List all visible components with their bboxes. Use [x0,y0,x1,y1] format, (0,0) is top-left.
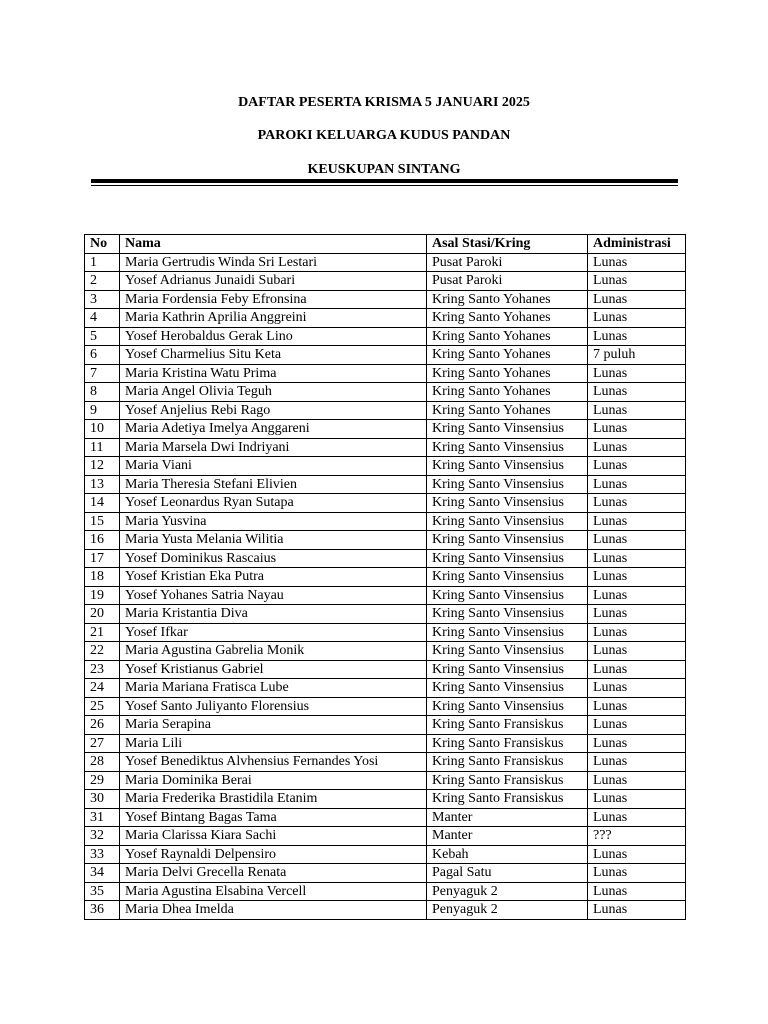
row-number: 31 [85,808,120,827]
participant-name: Yosef Charmelius Situ Keta [120,346,427,365]
participant-table [84,234,686,920]
payment-status: Lunas [588,864,686,883]
table-row [85,401,686,420]
origin-station: Pusat Paroki [427,272,588,291]
origin-station: Kring Santo Vinsensius [427,457,588,476]
payment-status: Lunas [588,420,686,439]
row-number: 25 [85,697,120,716]
row-number: 16 [85,531,120,550]
participant-name: Yosef Adrianus Junaidi Subari [120,272,427,291]
row-number: 8 [85,383,120,402]
payment-status: Lunas [588,790,686,809]
participant-name: Maria Adetiya Imelya Anggareni [120,420,427,439]
origin-station: Penyaguk 2 [427,901,588,920]
header-divider-thin [91,185,678,186]
payment-status: Lunas [588,716,686,735]
payment-status: Lunas [588,771,686,790]
table-row [85,734,686,753]
origin-station: Kring Santo Fransiskus [427,790,588,809]
origin-station: Kring Santo Vinsensius [427,679,588,698]
row-number: 22 [85,642,120,661]
participant-name: Yosef Benediktus Alvhensius Fernandes Yosi [120,753,427,772]
payment-status: Lunas [588,549,686,568]
table-row [85,364,686,383]
origin-station: Kring Santo Yohanes [427,383,588,402]
payment-status: Lunas [588,605,686,624]
participant-name: Yosef Leonardus Ryan Sutapa [120,494,427,513]
row-number: 34 [85,864,120,883]
row-number: 29 [85,771,120,790]
row-number: 2 [85,272,120,291]
origin-station: Kring Santo Vinsensius [427,568,588,587]
origin-station: Kring Santo Vinsensius [427,531,588,550]
table-row [85,882,686,901]
origin-station: Manter [427,808,588,827]
origin-station: Kring Santo Yohanes [427,327,588,346]
origin-station: Kring Santo Vinsensius [427,586,588,605]
origin-station: Kring Santo Yohanes [427,290,588,309]
origin-station: Kring Santo Fransiskus [427,753,588,772]
participant-name: Maria Dhea Imelda [120,901,427,920]
origin-station: Kring Santo Vinsensius [427,512,588,531]
participant-name: Maria Fordensia Feby Efronsina [120,290,427,309]
payment-status: Lunas [588,808,686,827]
participant-name: Yosef Ifkar [120,623,427,642]
row-number: 18 [85,568,120,587]
participant-name: Maria Kristina Watu Prima [120,364,427,383]
participant-name: Yosef Kristianus Gabriel [120,660,427,679]
participant-name: Maria Lili [120,734,427,753]
origin-station: Kring Santo Fransiskus [427,716,588,735]
row-number: 15 [85,512,120,531]
table-row [85,327,686,346]
table-row [85,623,686,642]
participant-name: Maria Theresia Stefani Elivien [120,475,427,494]
payment-status: Lunas [588,438,686,457]
payment-status: Lunas [588,697,686,716]
table-row [85,771,686,790]
row-number: 28 [85,753,120,772]
origin-station: Penyaguk 2 [427,882,588,901]
origin-station: Kring Santo Vinsensius [427,605,588,624]
row-number: 17 [85,549,120,568]
row-number: 3 [85,290,120,309]
origin-station: Pagal Satu [427,864,588,883]
row-number: 26 [85,716,120,735]
row-number: 5 [85,327,120,346]
table-row [85,272,686,291]
payment-status: Lunas [588,568,686,587]
row-number: 7 [85,364,120,383]
payment-status: Lunas [588,401,686,420]
diocese-name: KEUSKUPAN SINTANG [307,162,461,177]
payment-status: Lunas [588,882,686,901]
row-number: 24 [85,679,120,698]
row-number: 10 [85,420,120,439]
origin-station: Kring Santo Vinsensius [427,623,588,642]
column-header-nama: Nama [120,235,427,254]
row-number: 35 [85,882,120,901]
participant-name: Yosef Raynaldi Delpensiro [120,845,427,864]
table-row [85,864,686,883]
payment-status: Lunas [588,679,686,698]
table-row [85,512,686,531]
payment-status: Lunas [588,660,686,679]
table-row [85,716,686,735]
origin-station: Kring Santo Fransiskus [427,734,588,753]
participant-name: Yosef Yohanes Satria Nayau [120,586,427,605]
origin-station: Kring Santo Yohanes [427,346,588,365]
table-row [85,346,686,365]
origin-station: Pusat Paroki [427,253,588,272]
origin-station: Kring Santo Vinsensius [427,642,588,661]
origin-station: Kring Santo Yohanes [427,401,588,420]
row-number: 6 [85,346,120,365]
participant-name: Maria Yusta Melania Wilitia [120,531,427,550]
row-number: 11 [85,438,120,457]
table-row [85,660,686,679]
participant-name: Yosef Dominikus Rascaius [120,549,427,568]
payment-status: Lunas [588,734,686,753]
row-number: 13 [85,475,120,494]
participant-name: Maria Serapina [120,716,427,735]
table-row [85,309,686,328]
payment-status: 7 puluh [588,346,686,365]
payment-status: Lunas [588,753,686,772]
header-divider-thick [91,179,678,183]
participant-name: Maria Agustina Elsabina Vercell [120,882,427,901]
participant-name: Maria Delvi Grecella Renata [120,864,427,883]
table-row [85,531,686,550]
participant-name: Maria Marsela Dwi Indriyani [120,438,427,457]
row-number: 23 [85,660,120,679]
table-row [85,568,686,587]
payment-status: Lunas [588,309,686,328]
participant-name: Yosef Santo Juliyanto Florensius [120,697,427,716]
payment-status: Lunas [588,901,686,920]
column-header-asal: Asal Stasi/Kring [427,235,588,254]
payment-status: ??? [588,827,686,846]
origin-station: Kring Santo Vinsensius [427,438,588,457]
origin-station: Kring Santo Vinsensius [427,494,588,513]
participant-name: Maria Angel Olivia Teguh [120,383,427,402]
origin-station: Kring Santo Yohanes [427,364,588,383]
table-row [85,827,686,846]
participant-name: Yosef Anjelius Rebi Rago [120,401,427,420]
origin-station: Kring Santo Vinsensius [427,475,588,494]
payment-status: Lunas [588,623,686,642]
row-number: 33 [85,845,120,864]
row-number: 4 [85,309,120,328]
payment-status: Lunas [588,272,686,291]
participant-name: Maria Kathrin Aprilia Anggreini [120,309,427,328]
participant-name: Maria Gertrudis Winda Sri Lestari [120,253,427,272]
origin-station: Kring Santo Vinsensius [427,420,588,439]
table-row [85,475,686,494]
payment-status: Lunas [588,642,686,661]
payment-status: Lunas [588,512,686,531]
origin-station: Kring Santo Vinsensius [427,697,588,716]
origin-station: Kring Santo Vinsensius [427,660,588,679]
participant-name: Yosef Herobaldus Gerak Lino [120,327,427,346]
payment-status: Lunas [588,475,686,494]
table-row [85,753,686,772]
document-title: DAFTAR PESERTA KRISMA 5 JANUARI 2025 [238,95,530,110]
payment-status: Lunas [588,364,686,383]
table-row [85,697,686,716]
table-row [85,679,686,698]
table-row [85,253,686,272]
payment-status: Lunas [588,457,686,476]
table-row [85,586,686,605]
table-row [85,383,686,402]
table-row [85,438,686,457]
payment-status: Lunas [588,531,686,550]
row-number: 21 [85,623,120,642]
payment-status: Lunas [588,494,686,513]
table-row [85,845,686,864]
row-number: 19 [85,586,120,605]
table-row [85,549,686,568]
row-number: 30 [85,790,120,809]
parish-name: PAROKI KELUARGA KUDUS PANDAN [257,128,511,143]
table-row [85,642,686,661]
origin-station: Kring Santo Fransiskus [427,771,588,790]
row-number: 1 [85,253,120,272]
payment-status: Lunas [588,383,686,402]
table-row [85,420,686,439]
table-row [85,457,686,476]
row-number: 20 [85,605,120,624]
participant-name: Maria Agustina Gabrelia Monik [120,642,427,661]
participant-name: Maria Dominika Berai [120,771,427,790]
row-number: 36 [85,901,120,920]
payment-status: Lunas [588,253,686,272]
column-header-no: No [85,235,120,254]
participant-name: Maria Frederika Brastidila Etanim [120,790,427,809]
participant-name: Maria Viani [120,457,427,476]
participant-name: Maria Yusvina [120,512,427,531]
table-row [85,605,686,624]
row-number: 27 [85,734,120,753]
participant-name: Maria Mariana Fratisca Lube [120,679,427,698]
column-header-administrasi: Administrasi [588,235,686,254]
origin-station: Kring Santo Vinsensius [427,549,588,568]
table-row [85,290,686,309]
row-number: 14 [85,494,120,513]
participant-name: Yosef Kristian Eka Putra [120,568,427,587]
table-row [85,901,686,920]
origin-station: Manter [427,827,588,846]
payment-status: Lunas [588,845,686,864]
payment-status: Lunas [588,586,686,605]
participant-name: Maria Clarissa Kiara Sachi [120,827,427,846]
table-row [85,494,686,513]
origin-station: Kring Santo Yohanes [427,309,588,328]
payment-status: Lunas [588,327,686,346]
table-row [85,808,686,827]
table-row [85,790,686,809]
participant-name: Yosef Bintang Bagas Tama [120,808,427,827]
row-number: 12 [85,457,120,476]
participant-name: Maria Kristantia Diva [120,605,427,624]
table-header-row [85,235,686,254]
table-body [85,253,686,919]
row-number: 9 [85,401,120,420]
payment-status: Lunas [588,290,686,309]
origin-station: Kebah [427,845,588,864]
row-number: 32 [85,827,120,846]
